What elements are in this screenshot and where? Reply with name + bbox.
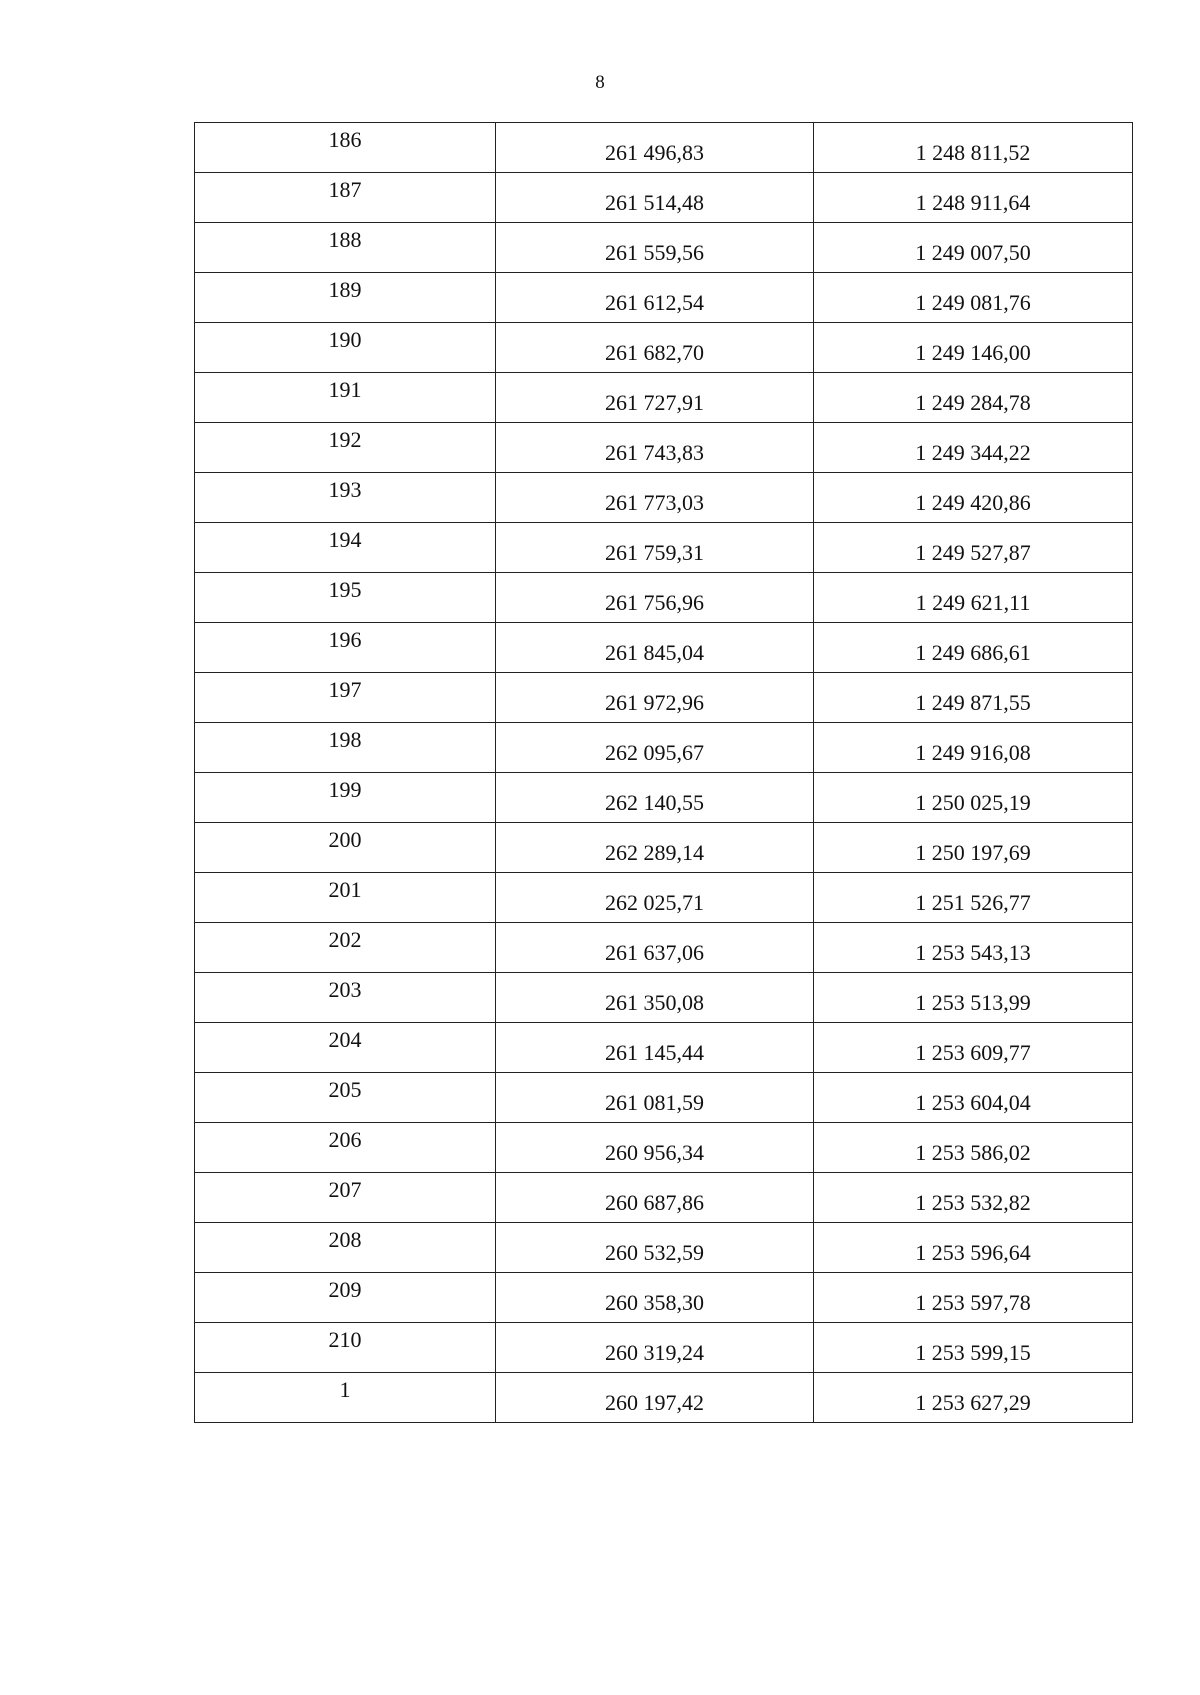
table-row [195,1173,1133,1223]
y-coordinate-cell: 1 249 344,22 [814,423,1133,473]
x-coordinate-cell: 261 682,70 [496,323,814,373]
y-coordinate-cell: 1 253 596,64 [814,1223,1133,1273]
x-coordinate-cell: 261 145,44 [496,1023,814,1073]
y-coordinate-cell: 1 249 621,11 [814,573,1133,623]
table-row [195,823,1133,873]
x-coordinate-cell: 261 514,48 [496,173,814,223]
point-number-cell: 209 [195,1273,496,1323]
table-row [195,273,1133,323]
y-coordinate-cell: 1 253 627,29 [814,1373,1133,1423]
point-number-cell: 208 [195,1223,496,1273]
x-coordinate-cell: 262 095,67 [496,723,814,773]
table-row [195,1123,1133,1173]
table-row [195,773,1133,823]
point-number-cell: 190 [195,323,496,373]
point-number-cell: 196 [195,623,496,673]
coordinates-table [194,122,1133,1423]
table-row [195,423,1133,473]
y-coordinate-cell: 1 253 532,82 [814,1173,1133,1223]
point-number-cell: 195 [195,573,496,623]
x-coordinate-cell: 261 756,96 [496,573,814,623]
table-row [195,223,1133,273]
y-coordinate-cell: 1 249 527,87 [814,523,1133,573]
coordinates-table-body [195,123,1133,1423]
point-number-cell: 189 [195,273,496,323]
table-row [195,973,1133,1023]
y-coordinate-cell: 1 253 609,77 [814,1023,1133,1073]
x-coordinate-cell: 260 358,30 [496,1273,814,1323]
y-coordinate-cell: 1 251 526,77 [814,873,1133,923]
y-coordinate-cell: 1 250 025,19 [814,773,1133,823]
point-number-cell: 205 [195,1073,496,1123]
y-coordinate-cell: 1 249 081,76 [814,273,1133,323]
table-row [195,323,1133,373]
point-number-cell: 187 [195,173,496,223]
x-coordinate-cell: 262 289,14 [496,823,814,873]
x-coordinate-cell: 260 956,34 [496,1123,814,1173]
table-row [195,723,1133,773]
table-row [195,123,1133,173]
y-coordinate-cell: 1 253 604,04 [814,1073,1133,1123]
y-coordinate-cell: 1 249 916,08 [814,723,1133,773]
table-row [195,373,1133,423]
point-number-cell: 192 [195,423,496,473]
point-number-cell: 210 [195,1323,496,1373]
y-coordinate-cell: 1 253 599,15 [814,1323,1133,1373]
point-number-cell: 188 [195,223,496,273]
x-coordinate-cell: 261 773,03 [496,473,814,523]
y-coordinate-cell: 1 249 284,78 [814,373,1133,423]
table-row [195,673,1133,723]
y-coordinate-cell: 1 248 911,64 [814,173,1133,223]
y-coordinate-cell: 1 253 513,99 [814,973,1133,1023]
y-coordinate-cell: 1 253 597,78 [814,1273,1133,1323]
point-number-cell: 207 [195,1173,496,1223]
table-row [195,1373,1133,1423]
y-coordinate-cell: 1 249 871,55 [814,673,1133,723]
x-coordinate-cell: 262 140,55 [496,773,814,823]
x-coordinate-cell: 260 532,59 [496,1223,814,1273]
x-coordinate-cell: 260 687,86 [496,1173,814,1223]
point-number-cell: 201 [195,873,496,923]
table-row [195,573,1133,623]
table-row [195,1273,1133,1323]
x-coordinate-cell: 261 496,83 [496,123,814,173]
table-row [195,1323,1133,1373]
point-number-cell: 194 [195,523,496,573]
point-number-cell: 200 [195,823,496,873]
y-coordinate-cell: 1 248 811,52 [814,123,1133,173]
x-coordinate-cell: 261 727,91 [496,373,814,423]
x-coordinate-cell: 261 637,06 [496,923,814,973]
x-coordinate-cell: 261 559,56 [496,223,814,273]
x-coordinate-cell: 261 845,04 [496,623,814,673]
point-number-cell: 186 [195,123,496,173]
x-coordinate-cell: 262 025,71 [496,873,814,923]
point-number-cell: 206 [195,1123,496,1173]
y-coordinate-cell: 1 253 543,13 [814,923,1133,973]
x-coordinate-cell: 261 743,83 [496,423,814,473]
point-number-cell: 191 [195,373,496,423]
table-row [195,1223,1133,1273]
point-number-cell: 199 [195,773,496,823]
page-number: 8 [595,72,605,93]
x-coordinate-cell: 260 197,42 [496,1373,814,1423]
y-coordinate-cell: 1 250 197,69 [814,823,1133,873]
table-row [195,1073,1133,1123]
table-row [195,623,1133,673]
table-row [195,173,1133,223]
x-coordinate-cell: 261 759,31 [496,523,814,573]
point-number-cell: 1 [195,1373,496,1423]
y-coordinate-cell: 1 249 007,50 [814,223,1133,273]
table-row [195,923,1133,973]
point-number-cell: 197 [195,673,496,723]
point-number-cell: 203 [195,973,496,1023]
table-row [195,1023,1133,1073]
x-coordinate-cell: 261 972,96 [496,673,814,723]
point-number-cell: 198 [195,723,496,773]
x-coordinate-cell: 261 612,54 [496,273,814,323]
point-number-cell: 204 [195,1023,496,1073]
point-number-cell: 193 [195,473,496,523]
table-row [195,473,1133,523]
y-coordinate-cell: 1 253 586,02 [814,1123,1133,1173]
y-coordinate-cell: 1 249 146,00 [814,323,1133,373]
x-coordinate-cell: 261 081,59 [496,1073,814,1123]
x-coordinate-cell: 261 350,08 [496,973,814,1023]
y-coordinate-cell: 1 249 420,86 [814,473,1133,523]
y-coordinate-cell: 1 249 686,61 [814,623,1133,673]
table-row [195,523,1133,573]
point-number-cell: 202 [195,923,496,973]
table-row [195,873,1133,923]
x-coordinate-cell: 260 319,24 [496,1323,814,1373]
